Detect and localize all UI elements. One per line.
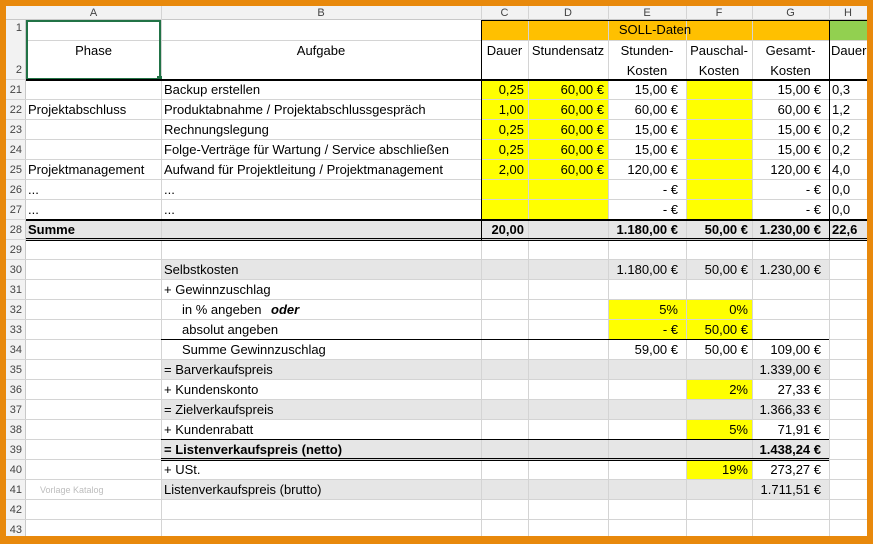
calc-stunden xyxy=(608,420,678,440)
summe-gesamt: 1.230,00 € xyxy=(759,222,821,237)
stunden-header-2: Kosten xyxy=(626,63,668,78)
phase-cell xyxy=(28,80,161,100)
row-number: 29 xyxy=(9,244,22,256)
soll-header: SOLL-Daten xyxy=(618,22,692,37)
pauschal-kosten-cell xyxy=(686,200,748,220)
stunden-kosten-cell: 60,00 € xyxy=(634,102,678,117)
row-number: 39 xyxy=(9,444,22,456)
calc-label: Summe Gewinnzuschlag xyxy=(182,342,326,357)
calc-pauschal xyxy=(686,400,748,420)
row-number: 1 xyxy=(15,22,22,34)
column-header-h[interactable]: H xyxy=(844,7,852,19)
phase-header: Phase xyxy=(75,43,112,58)
ist-dauer-cell: 4,0 xyxy=(832,162,851,177)
row-number: 31 xyxy=(9,284,22,296)
calc-label: + USt. xyxy=(164,462,201,477)
row-number: 34 xyxy=(9,344,22,356)
pauschal-header-1: Pauschal- xyxy=(690,43,748,58)
aufgabe-header: Aufgabe xyxy=(296,43,346,58)
row-number: 25 xyxy=(9,164,22,176)
dauer-cell xyxy=(481,180,524,200)
column-header-a[interactable]: A xyxy=(89,7,98,19)
gesamt-kosten-cell: - € xyxy=(805,182,821,197)
dauer-cell: 2,00 xyxy=(498,162,524,177)
dauer-cell: 0,25 xyxy=(498,122,524,137)
calc-label-emphasis: oder xyxy=(271,302,300,317)
row-number: 40 xyxy=(9,464,22,476)
row-number: 21 xyxy=(9,84,22,96)
gesamt-kosten-cell: 15,00 € xyxy=(777,122,821,137)
phase-cell: Projektmanagement xyxy=(28,162,145,177)
summe-ist-dauer: 22,6 xyxy=(832,222,858,237)
phase-cell: Projektabschluss xyxy=(28,102,127,117)
ist-dauer-cell: 0,3 xyxy=(832,82,851,97)
row-number: 36 xyxy=(9,384,22,396)
calc-label: = Zielverkaufspreis xyxy=(164,402,274,417)
calc-pauschal: 50,00 € xyxy=(704,322,748,337)
calc-label: = Listenverkaufspreis (netto) xyxy=(164,442,343,457)
pauschal-kosten-cell xyxy=(686,100,748,120)
row-number: 42 xyxy=(9,504,22,516)
calc-pauschal xyxy=(686,440,748,460)
calc-gesamt: 1.366,33 € xyxy=(759,402,821,417)
stunden-kosten-cell: - € xyxy=(662,182,678,197)
calc-label xyxy=(164,240,608,260)
calc-gesamt xyxy=(752,320,821,340)
calc-label xyxy=(164,520,608,536)
watermark: Vorlage Katalog xyxy=(40,485,104,495)
row-number: 41 xyxy=(9,484,22,496)
calc-stunden xyxy=(608,520,678,536)
calc-stunden xyxy=(608,380,678,400)
calc-gesamt: 1.711,51 € xyxy=(760,482,821,497)
pauschal-kosten-cell xyxy=(686,160,748,180)
gesamt-kosten-cell: 15,00 € xyxy=(777,82,821,97)
calc-pauschal xyxy=(686,240,748,260)
pauschal-kosten-cell xyxy=(686,140,748,160)
ist-dauer-cell: 0,2 xyxy=(832,142,851,157)
dauer-header: Dauer xyxy=(486,43,523,58)
pauschal-kosten-cell xyxy=(686,80,748,100)
calc-gesamt: 273,27 € xyxy=(770,462,821,477)
task-cell: Aufwand für Projektleitung / Projektmanagement xyxy=(164,162,443,177)
gesamt-header-2: Kosten xyxy=(770,63,811,78)
calc-stunden: 59,00 € xyxy=(634,342,678,357)
calc-label: + Gewinnzuschlag xyxy=(164,282,271,297)
stunden-kosten-cell: 15,00 € xyxy=(634,122,678,137)
dauer-cell xyxy=(481,200,524,220)
column-header-g[interactable]: G xyxy=(786,7,795,19)
calc-label: = Barverkaufspreis xyxy=(164,362,273,377)
calc-gesamt xyxy=(752,300,821,320)
task-cell: Folge-Verträge für Wartung / Service abschließen xyxy=(164,142,449,157)
calc-pauschal: 50,00 € xyxy=(704,262,748,277)
phase-cell: ... xyxy=(28,182,39,197)
row-number: 30 xyxy=(9,264,22,276)
stunden-kosten-cell: 15,00 € xyxy=(634,82,678,97)
calc-gesamt xyxy=(752,240,821,260)
calc-pauschal xyxy=(686,500,748,520)
spreadsheet-frame xyxy=(6,6,867,536)
task-cell: Rechnungslegung xyxy=(164,122,269,137)
calc-stunden xyxy=(608,400,678,420)
calc-gesamt: 109,00 € xyxy=(770,342,821,357)
row-number: 28 xyxy=(9,224,22,236)
column-header-c[interactable]: C xyxy=(500,7,509,19)
calc-stunden: 1.180,00 € xyxy=(616,262,678,277)
row-number: 33 xyxy=(9,324,22,336)
calc-gesamt: 1.230,00 € xyxy=(759,262,821,277)
calc-stunden xyxy=(608,460,678,480)
calc-stunden xyxy=(608,500,678,520)
calc-stunden xyxy=(608,280,678,300)
ist-dauer-cell: 0,0 xyxy=(832,182,851,197)
calc-label: absolut angeben xyxy=(182,322,279,337)
calc-pauschal: 2% xyxy=(729,382,748,397)
calc-label xyxy=(164,500,608,520)
calc-pauschal xyxy=(686,520,748,536)
calc-pauschal: 5% xyxy=(729,422,748,437)
row-number: 27 xyxy=(9,204,22,216)
ist-dauer-cell: 1,2 xyxy=(832,102,851,117)
calc-pauschal: 50,00 € xyxy=(704,342,748,357)
stundensatz-cell: 60,00 € xyxy=(560,162,604,177)
calc-stunden xyxy=(608,360,678,380)
phase-cell xyxy=(28,120,161,140)
column-header-e[interactable]: E xyxy=(643,7,651,19)
summe-pauschal: 50,00 € xyxy=(704,222,748,237)
dauer-cell: 0,25 xyxy=(498,82,524,97)
gesamt-kosten-cell: 60,00 € xyxy=(777,102,821,117)
pauschal-header-2: Kosten xyxy=(698,63,740,78)
row-number: 32 xyxy=(9,304,22,316)
stundensatz-cell: 60,00 € xyxy=(560,102,604,117)
column-header-f[interactable]: F xyxy=(715,7,723,19)
calc-stunden: - € xyxy=(662,322,678,337)
row-number: 43 xyxy=(9,524,22,536)
pauschal-kosten-cell xyxy=(686,120,748,140)
calc-pauschal: 19% xyxy=(721,462,748,477)
stunden-kosten-cell: - € xyxy=(662,202,678,217)
calc-pauschal xyxy=(686,360,748,380)
calc-gesamt xyxy=(752,280,821,300)
phase-cell: ... xyxy=(28,202,39,217)
stundensatz-header: Stundensatz xyxy=(531,43,605,58)
row-number: 26 xyxy=(9,184,22,196)
calc-label: + Kundenrabatt xyxy=(164,422,254,437)
summe-stunden: 1.180,00 € xyxy=(616,222,678,237)
gesamt-header-1: Gesamt- xyxy=(765,43,816,58)
stundensatz-cell: 60,00 € xyxy=(560,122,604,137)
ist-dauer-header: Dauer xyxy=(831,43,867,58)
dauer-cell: 0,25 xyxy=(498,142,524,157)
stunden-header-1: Stunden- xyxy=(620,43,674,58)
calc-stunden: 5% xyxy=(659,302,678,317)
phase-cell xyxy=(28,140,161,160)
calc-gesamt xyxy=(752,520,821,536)
task-cell: Backup erstellen xyxy=(164,82,261,97)
stundensatz-cell xyxy=(528,180,604,200)
task-cell: ... xyxy=(164,182,175,197)
row-number: 2 xyxy=(15,64,22,76)
ist-dauer-cell: 0,0 xyxy=(832,202,851,217)
row-number: 37 xyxy=(9,404,22,416)
gesamt-kosten-cell: 15,00 € xyxy=(777,142,821,157)
row-number: 23 xyxy=(9,124,22,136)
stundensatz-cell: 60,00 € xyxy=(560,142,604,157)
row-number: 24 xyxy=(9,144,22,156)
gesamt-kosten-cell: - € xyxy=(805,202,821,217)
row-number: 35 xyxy=(9,364,22,376)
calc-gesamt: 71,91 € xyxy=(777,422,821,437)
calc-gesamt: 1.339,00 € xyxy=(759,362,821,377)
row-number: 22 xyxy=(9,104,22,116)
calc-gesamt: 1.438,24 € xyxy=(759,442,821,457)
calc-label: + Kundenskonto xyxy=(164,382,259,397)
column-header-d[interactable]: D xyxy=(564,7,572,19)
calc-gesamt xyxy=(752,500,821,520)
summe-label: Summe xyxy=(28,222,75,237)
soll-vert-right xyxy=(829,20,830,240)
task-cell: ... xyxy=(164,202,175,217)
calc-label: in % angeben xyxy=(182,302,262,317)
grid-v-0 xyxy=(161,6,162,536)
calc-label: Selbstkosten xyxy=(164,262,239,277)
pauschal-kosten-cell xyxy=(686,180,748,200)
calc-stunden xyxy=(608,480,678,500)
task-cell: Produktabnahme / Projektabschlussgespräch xyxy=(164,102,426,117)
calc-gesamt: 27,33 € xyxy=(777,382,821,397)
calc-label: Listenverkaufspreis (brutto) xyxy=(164,482,322,497)
stundensatz-cell xyxy=(528,200,604,220)
calc-pauschal xyxy=(686,480,748,500)
ist-dauer-cell: 0,2 xyxy=(832,122,851,137)
calc-stunden xyxy=(608,440,678,460)
calc-stunden xyxy=(608,240,678,260)
calc-pauschal: 0% xyxy=(729,302,748,317)
stunden-kosten-cell: 120,00 € xyxy=(627,162,678,177)
calc-pauschal xyxy=(686,280,748,300)
stundensatz-cell: 60,00 € xyxy=(560,82,604,97)
stunden-kosten-cell: 15,00 € xyxy=(634,142,678,157)
dauer-cell: 1,00 xyxy=(498,102,524,117)
row-number: 38 xyxy=(9,424,22,436)
column-header-b[interactable]: B xyxy=(317,7,325,19)
gesamt-kosten-cell: 120,00 € xyxy=(770,162,821,177)
summe-dauer: 20,00 xyxy=(491,222,524,237)
